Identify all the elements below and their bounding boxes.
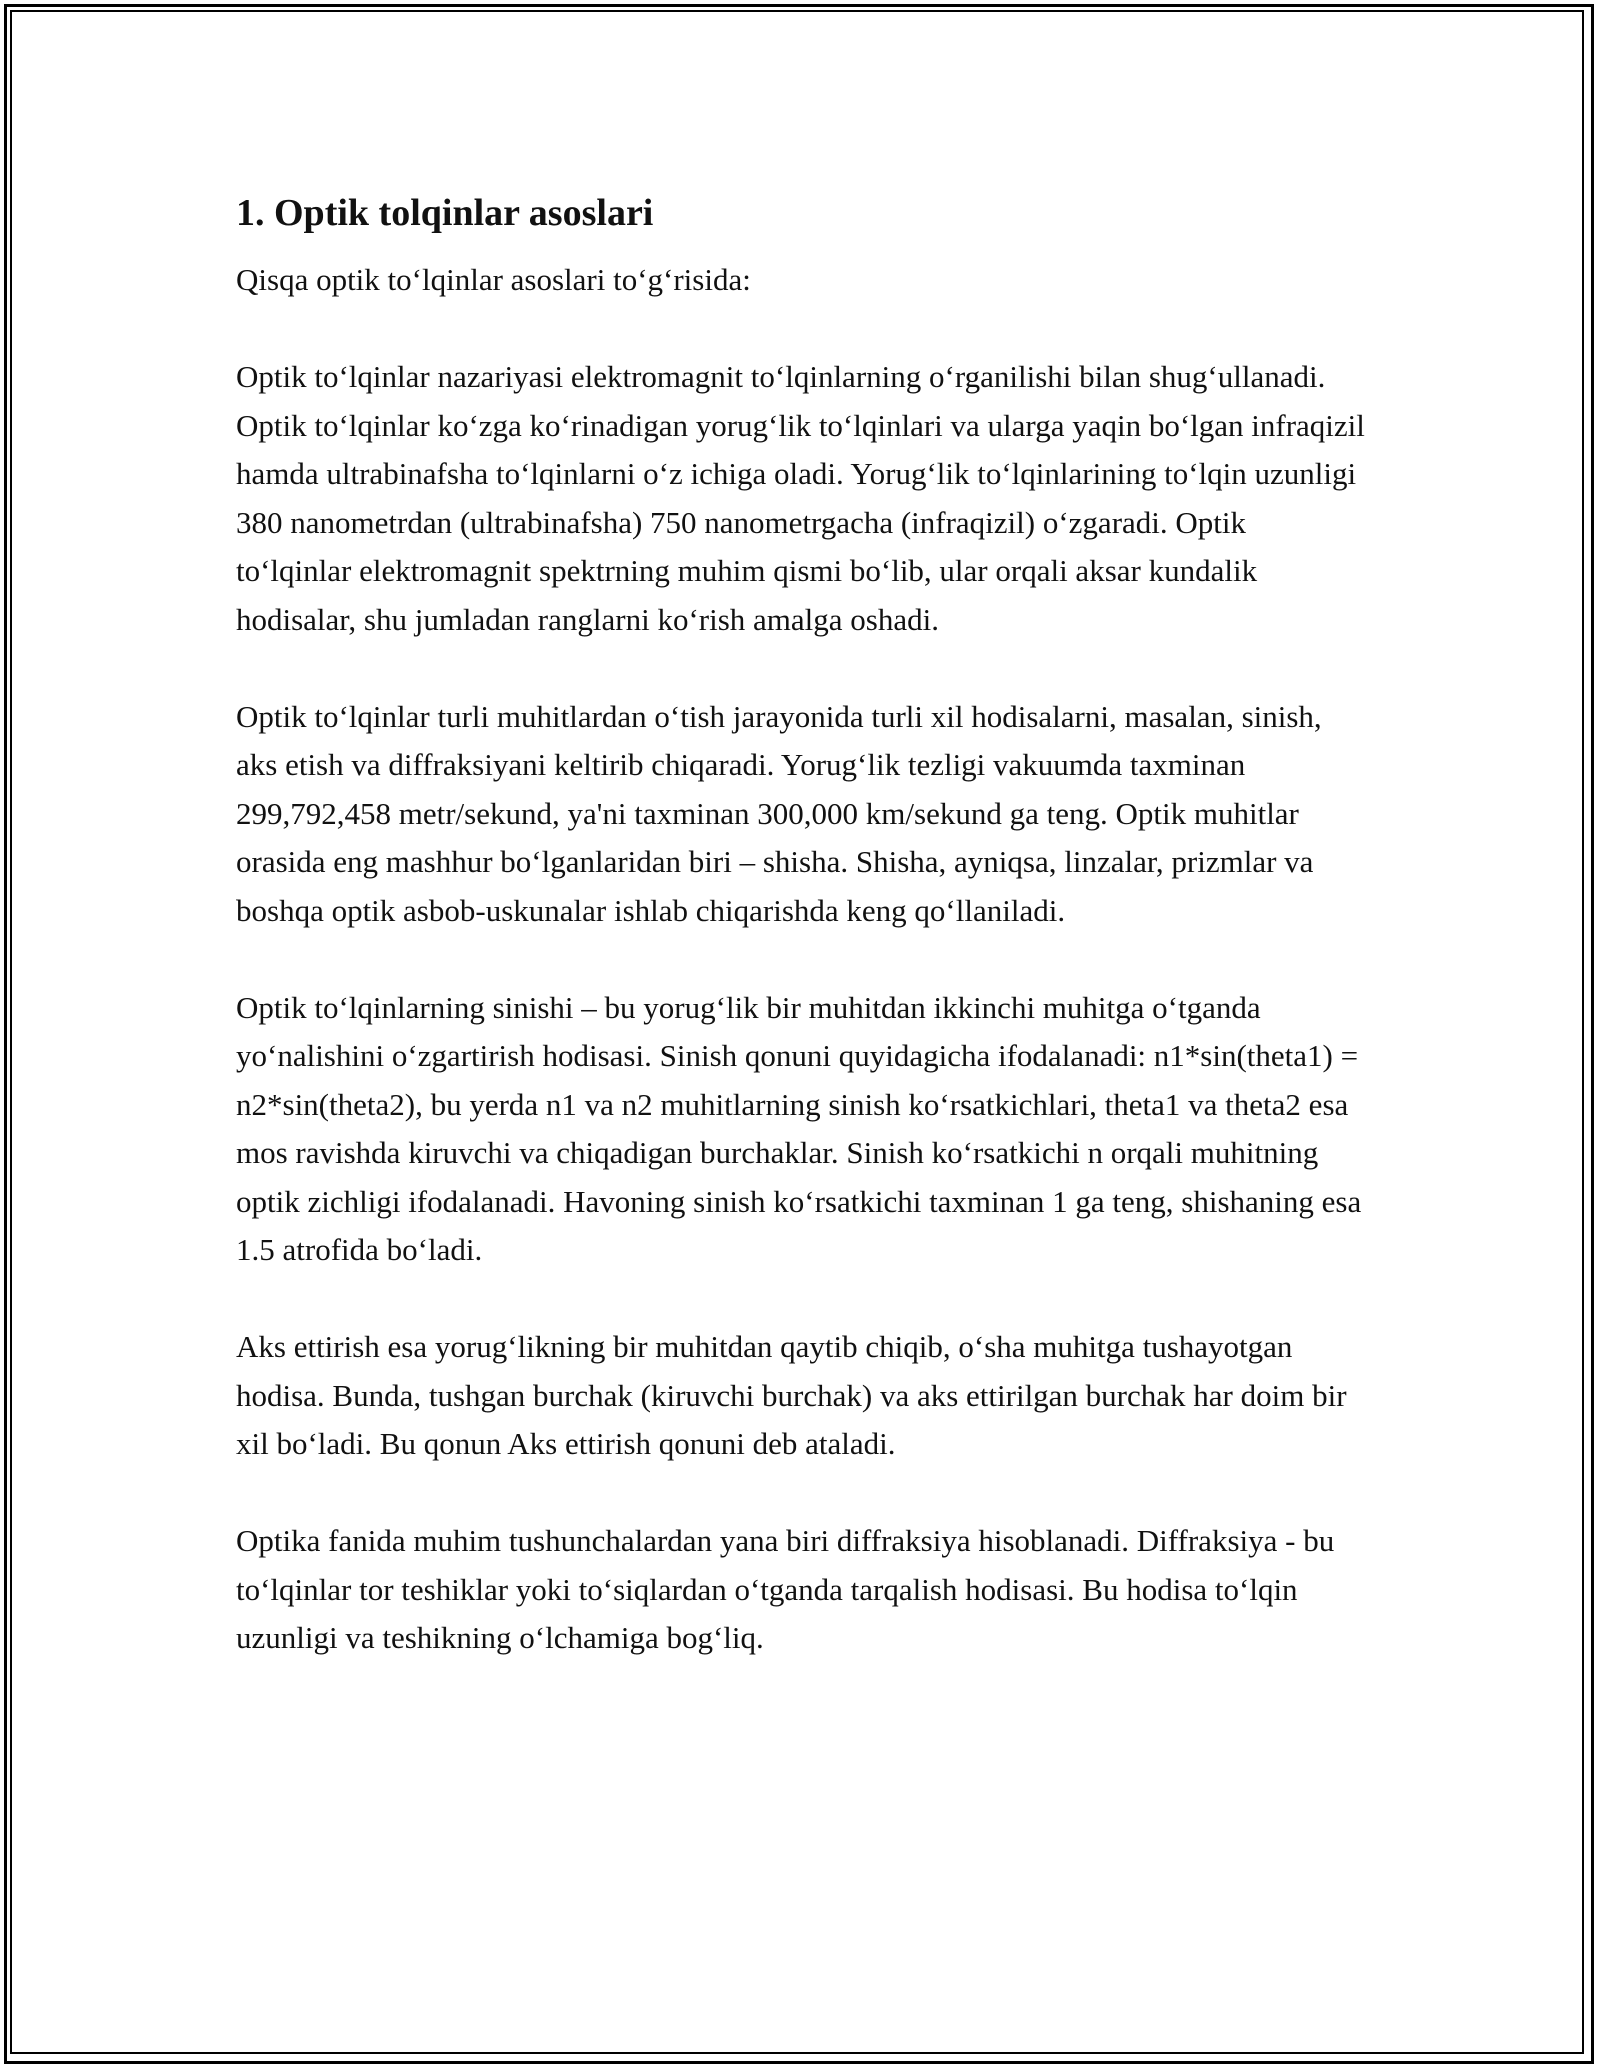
- paragraph-reflection: Aks ettirish esa yorug‘likning bir muhitdan qaytib chiqib, o‘sha muhitga tushayotgan hodisa. Bunda, tushgan burchak (kiruvchi burchak) va aks ettirilgan burchak har doim bir xil bo‘ladi. Bu qonun Aks ettirish qonuni deb ataladi.: [236, 1329, 1347, 1461]
- paragraph-wave-theory: Optik to‘lqinlar nazariyasi elektromagnit to‘lqinlarning o‘rganilishi bilan shug‘ullanadi. Optik to‘lqinlar ko‘zga ko‘rinadigan yorug‘lik to‘lqinlari va ularga yaqin bo‘lgan infraqizil hamda ultrabinafsha to‘lqinlarni o‘z ichiga oladi. Yorug‘lik to‘lqinlarining to‘lqin uzunligi 380 nanometrdan (ultrabinafsha) 750 nanometrgacha (infraqizil) o‘zgaradi. Optik to‘lqinlar elektromagnit spektrning muhim qismi bo‘lib, ular orqali aksar kundalik hodisalar, shu jumladan ranglarni ko‘rish amalga oshadi.: [236, 359, 1365, 637]
- intro-line: Qisqa optik to‘lqinlar asoslari to‘g‘risida:: [236, 262, 751, 297]
- section-heading: 1. Optik tolqinlar asoslari: [236, 192, 654, 234]
- paragraph-diffraction: Optika fanida muhim tushunchalardan yana biri diffraksiya hisoblanadi. Diffraksiya - bu to‘lqinlar tor teshiklar yoki to‘siqlardan o‘tganda tarqalish hodisasi. Bu hodisa to‘lqin uzunligi va teshikning o‘lchamiga bog‘liq.: [236, 1523, 1335, 1655]
- document-body: [236, 186, 1366, 1663]
- paragraph-refraction: Optik to‘lqinlarning sinishi – bu yorug‘lik bir muhitdan ikkinchi muhitga o‘tganda yo‘nalishini o‘zgartirish hodisasi. Sinish qonuni quyidagicha ifodalanadi: n1*sin(theta1) = n2*sin(theta2), bu yerda n1 va n2 muhitlarning sinish ko‘rsatkichlari, theta1 va theta2 esa mos ravishda kiruvchi va chiqadigan burchaklar. Sinish ko‘rsatkichi n orqali muhitning optik zichligi ifodalanadi. Havoning sinish ko‘rsatkichi taxminan 1 ga teng, shishaning esa 1.5 atrofida bo‘ladi.: [236, 989, 1362, 1267]
- paragraph-media-and-speed: Optik to‘lqinlar turli muhitlardan o‘tish jarayonida turli xil hodisalarni, masalan, sinish, aks etish va diffraksiyani keltirib chiqaradi. Yorug‘lik tezligi vakuumda taxminan 299,792,458 metr/sekund, ya'ni taxminan 300,000 km/sekund ga teng. Optik muhitlar orasida eng mashhur bo‘lganlaridan biri – shisha. Shisha, ayniqsa, linzalar, prizmlar va boshqa optik asbob-uskunalar ishlab chiqarishda keng qo‘llaniladi.: [236, 698, 1322, 928]
